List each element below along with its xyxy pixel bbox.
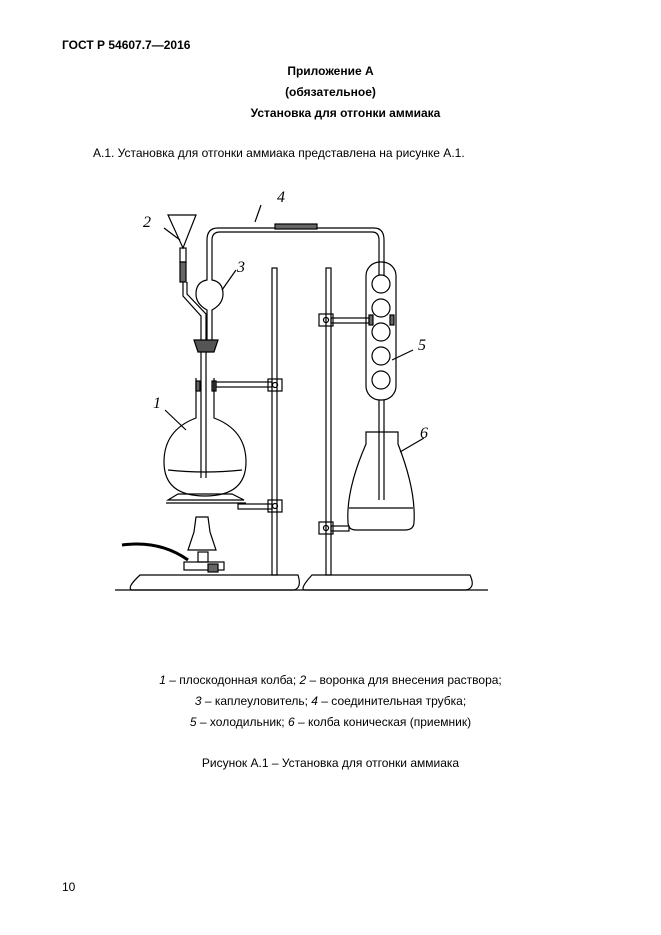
figure-label-3: 3 (237, 259, 245, 276)
round-bottom-flask (164, 378, 246, 496)
left-stand-base (130, 575, 299, 590)
figure-label-5: 5 (418, 337, 426, 354)
left-stand-rod (272, 268, 277, 575)
appendix-status: (обязательное) (285, 85, 376, 99)
legend-line-1: 1 – плоскодонная колба; 2 – воронка для внесения раствора; (159, 673, 502, 687)
appendix-heading: Установка для отгонки аммиака (250, 106, 441, 120)
legend-line-2: 3 – каплеуловитель; 4 – соединительная трубка; (194, 694, 467, 708)
figure-label-6: 6 (420, 425, 428, 442)
figure-label-2: 2 (143, 214, 151, 231)
heating-platform (168, 494, 244, 500)
appendix-title: Приложение А (287, 64, 374, 78)
figure-label-1: 1 (153, 395, 161, 412)
dropping-funnel (168, 215, 196, 248)
figure-caption: Рисунок А.1 – Установка для отгонки аммиака (201, 756, 460, 770)
burner (188, 517, 216, 550)
conical-flask (348, 432, 414, 530)
page-number: 10 (62, 880, 76, 894)
intro-paragraph: А.1. Установка для отгонки аммиака представлена на рисунке А.1. (93, 146, 465, 160)
apparatus-figure (110, 180, 500, 600)
right-stand-base (303, 575, 472, 590)
figure-label-4: 4 (277, 189, 285, 206)
standard-number: ГОСТ Р 54607.7—2016 (62, 38, 191, 52)
bulb-condenser (366, 262, 396, 400)
legend-line-3: 5 – холодильник; 6 – колба коническая (приемник) (189, 715, 472, 729)
